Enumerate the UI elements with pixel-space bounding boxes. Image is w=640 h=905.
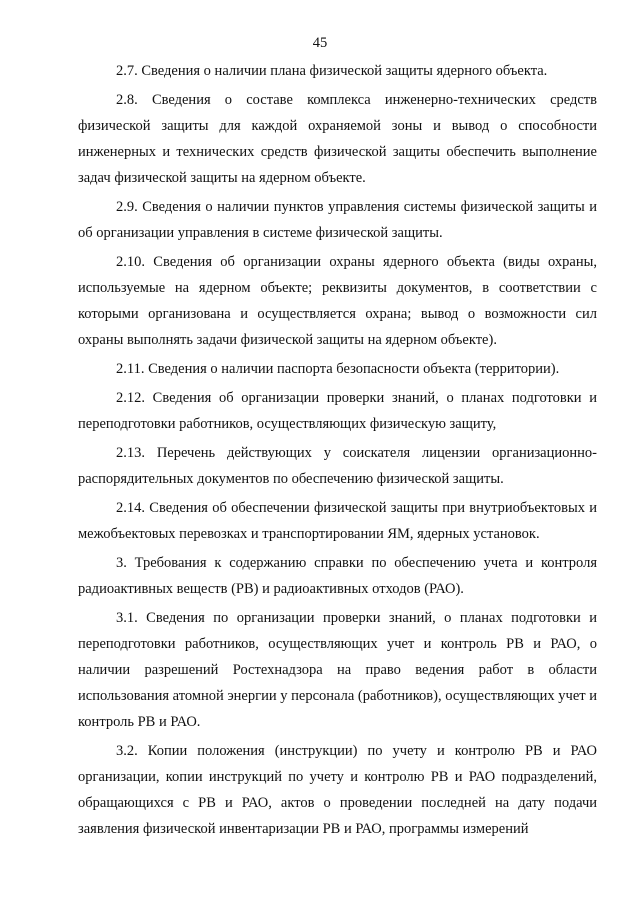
paragraph-2-11: 2.11. Сведения о наличии паспорта безопасности объекта (территории).	[116, 361, 560, 377]
paragraph-3-2: 3.2. Копии положения (инструкции) по учету и контролю РВ и РАО организации, копии инструкций по учету и контролю РВ и РАО подразделений, обращающихся с РВ и РАО, актов о проведении последней на дату подачи заявления физической инвентаризации РВ и РАО, программы измерений	[78, 743, 597, 837]
paragraph-3: 3. Требования к содержанию справки по обеспечению учета и контроля радиоактивных веществ (РВ) и радиоактивных отходов (РАО).	[78, 555, 597, 597]
document-body	[78, 58, 597, 842]
paragraph-3-1: 3.1. Сведения по организации проверки знаний, о планах подготовки и переподготовки работников, осуществляющих учет и контроль РВ и РАО, о наличии разрешений Ростехнадзора на право ведения работ в области использования атомной энергии у персонала (работников), осуществляющих учет и контроль РВ и РАО.	[78, 610, 597, 730]
paragraph-2-10: 2.10. Сведения об организации охраны ядерного объекта (виды охраны, используемые на ядерном объекте; реквизиты документов, в соответствии с которыми организована и осуществляется охрана; вывод о возможности сил охраны выполнять задачи физической защиты на ядерном объекте).	[78, 254, 597, 348]
paragraph-2-12: 2.12. Сведения об организации проверки знаний, о планах подготовки и переподготовки работников, осуществляющих физическую защиту,	[78, 390, 597, 432]
paragraph-2-14: 2.14. Сведения об обеспечении физической защиты при внутриобъектовых и межобъектовых перевозках и транспортировании ЯМ, ядерных установок.	[78, 500, 597, 542]
paragraph-2-9: 2.9. Сведения о наличии пунктов управления системы физической защиты и об организации управления в системе физической защиты.	[78, 199, 597, 241]
paragraph-2-7: 2.7. Сведения о наличии плана физической защиты ядерного объекта.	[116, 63, 548, 79]
page-number: 45	[312, 35, 328, 51]
paragraph-2-8: 2.8. Сведения о составе комплекса инженерно-технических средств физической защиты для каждой охраняемой зоны и вывод о способности инженерных и технических средств физической защиты обеспечить выполнение задач физической защиты на ядерном объекте.	[78, 92, 597, 186]
paragraph-2-13: 2.13. Перечень действующих у соискателя лицензии организационно-распорядительных документов по обеспечению физической защиты.	[78, 445, 597, 487]
